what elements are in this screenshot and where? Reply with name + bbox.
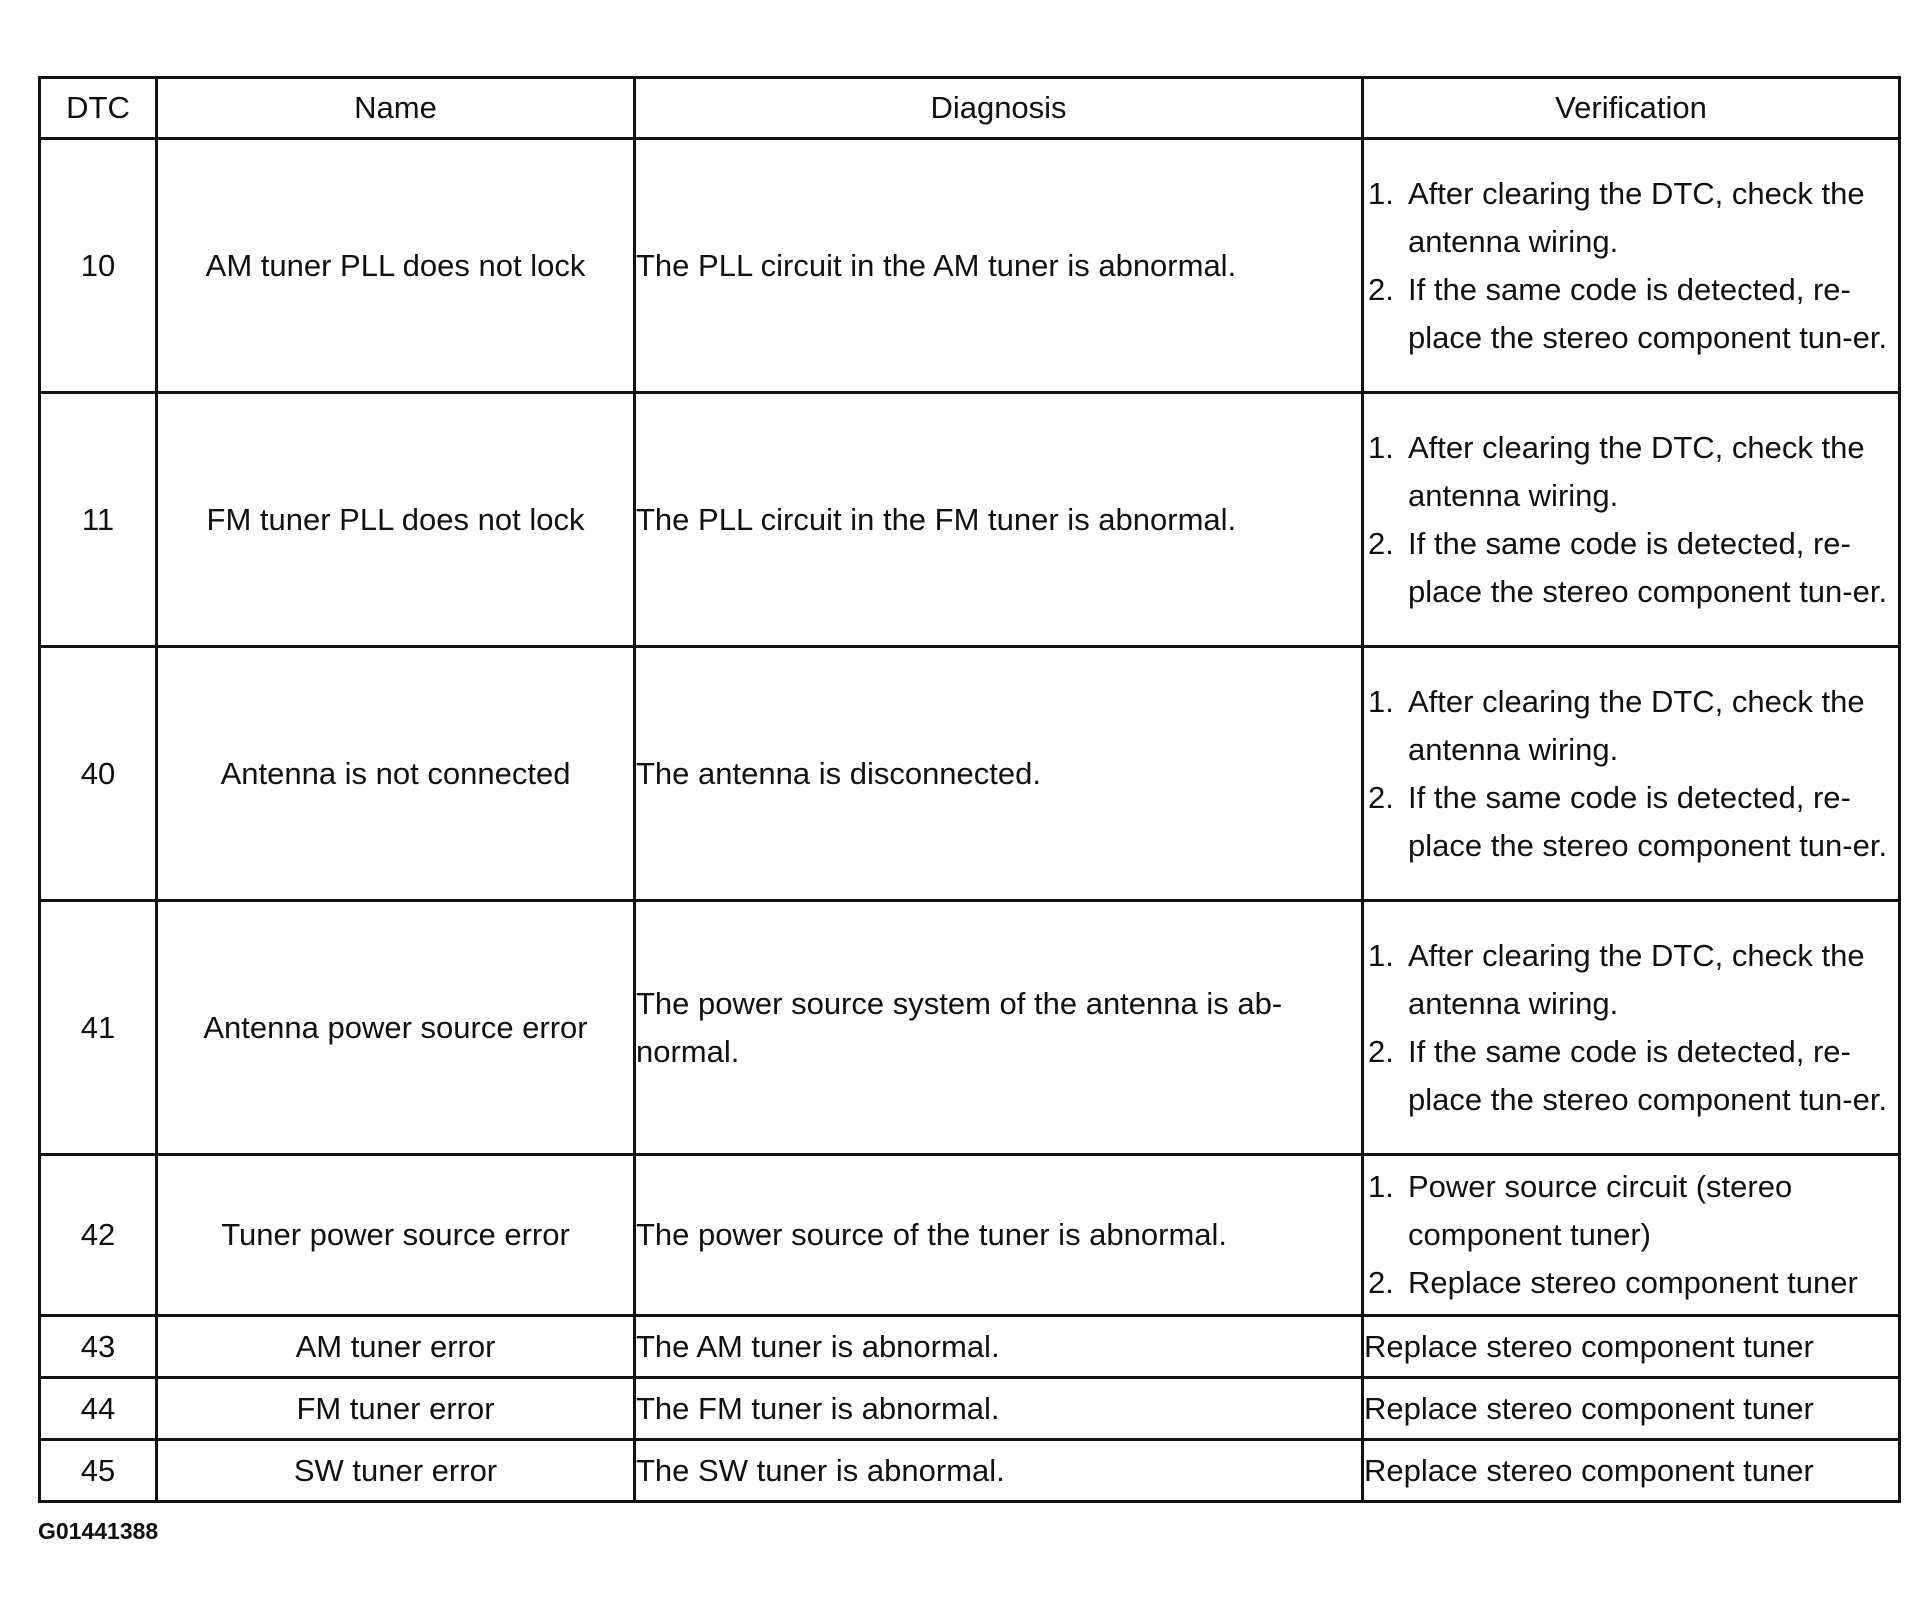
dtc-code: 45 <box>40 1440 157 1502</box>
dtc-name: AM tuner PLL does not lock <box>157 139 635 393</box>
step-text: Power source circuit (stereo component tuner) <box>1408 1169 1793 1252</box>
dtc-diagnosis: The FM tuner is abnormal. <box>635 1378 1363 1440</box>
step-text: After clearing the DTC, check the antenna wiring. <box>1408 175 1865 259</box>
step-text: If the same code is detected, re-place the stereo component tun-er. <box>1408 779 1888 863</box>
verification-step <box>1364 932 1898 1028</box>
step-number: 1. <box>1368 937 1394 973</box>
dtc-verification <box>1363 393 1900 647</box>
verification-step <box>1364 1028 1898 1124</box>
dtc-name: AM tuner error <box>157 1316 635 1378</box>
step-text: If the same code is detected, re-place the stereo component tun-er. <box>1408 1033 1888 1117</box>
step-number: 1. <box>1368 429 1394 465</box>
table-row <box>40 139 1900 393</box>
verification-step <box>1364 1259 1898 1307</box>
dtc-table <box>38 76 1901 1503</box>
header-dtc: DTC <box>40 78 157 139</box>
dtc-diagnosis: The AM tuner is abnormal. <box>635 1316 1363 1378</box>
verification-step <box>1364 170 1898 266</box>
dtc-code: 11 <box>40 393 157 647</box>
dtc-name: SW tuner error <box>157 1440 635 1502</box>
dtc-verification <box>1363 901 1900 1155</box>
step-text: After clearing the DTC, check the antenna wiring. <box>1408 683 1865 767</box>
verification-step <box>1364 266 1898 362</box>
step-number: 1. <box>1368 683 1394 719</box>
dtc-verification: Replace stereo component tuner <box>1363 1316 1900 1378</box>
dtc-diagnosis: The power source of the tuner is abnormal. <box>635 1155 1363 1316</box>
dtc-verification <box>1363 139 1900 393</box>
table-row <box>40 1378 1900 1440</box>
verification-step <box>1364 1163 1898 1259</box>
table-row <box>40 393 1900 647</box>
dtc-verification <box>1363 647 1900 901</box>
header-name: Name <box>157 78 635 139</box>
dtc-name: Tuner power source error <box>157 1155 635 1316</box>
step-text: After clearing the DTC, check the antenna wiring. <box>1408 937 1865 1021</box>
step-number: 2. <box>1368 525 1394 561</box>
header-diagnosis: Diagnosis <box>635 78 1363 139</box>
step-number: 2. <box>1368 271 1394 307</box>
step-number: 2. <box>1368 1265 1394 1300</box>
verification-step <box>1364 520 1898 616</box>
header-verification: Verification <box>1363 78 1900 139</box>
dtc-code: 10 <box>40 139 157 393</box>
step-text: Replace stereo component tuner <box>1408 1265 1858 1300</box>
dtc-name: Antenna power source error <box>157 901 635 1155</box>
verification-list <box>1364 424 1898 616</box>
table-row <box>40 1155 1900 1316</box>
verification-step <box>1364 424 1898 520</box>
dtc-diagnosis: The PLL circuit in the FM tuner is abnormal. <box>635 393 1363 647</box>
dtc-diagnosis: The antenna is disconnected. <box>635 647 1363 901</box>
table-row <box>40 901 1900 1155</box>
table-row <box>40 1316 1900 1378</box>
dtc-code: 43 <box>40 1316 157 1378</box>
verification-list <box>1364 932 1898 1124</box>
dtc-verification: Replace stereo component tuner <box>1363 1378 1900 1440</box>
dtc-name: FM tuner PLL does not lock <box>157 393 635 647</box>
verification-list <box>1364 1163 1898 1307</box>
dtc-name: Antenna is not connected <box>157 647 635 901</box>
dtc-verification <box>1363 1155 1900 1316</box>
table-header-row <box>40 78 1900 139</box>
table-row <box>40 647 1900 901</box>
dtc-code: 40 <box>40 647 157 901</box>
verification-list <box>1364 678 1898 870</box>
step-text: If the same code is detected, re-place the stereo component tun-er. <box>1408 271 1888 355</box>
dtc-diagnosis: The PLL circuit in the AM tuner is abnormal. <box>635 139 1363 393</box>
step-text: After clearing the DTC, check the antenna wiring. <box>1408 429 1865 513</box>
step-number: 2. <box>1368 1033 1394 1069</box>
dtc-code: 41 <box>40 901 157 1155</box>
table-row <box>40 1440 1900 1502</box>
verification-list <box>1364 170 1898 362</box>
verification-step <box>1364 774 1898 870</box>
dtc-verification: Replace stereo component tuner <box>1363 1440 1900 1502</box>
dtc-name: FM tuner error <box>157 1378 635 1440</box>
step-text: If the same code is detected, re-place the stereo component tun-er. <box>1408 525 1888 609</box>
step-number: 2. <box>1368 779 1394 815</box>
dtc-code: 42 <box>40 1155 157 1316</box>
step-number: 1. <box>1368 175 1394 211</box>
dtc-code: 44 <box>40 1378 157 1440</box>
figure-code: G01441388 <box>38 1518 159 1544</box>
dtc-diagnosis: The SW tuner is abnormal. <box>635 1440 1363 1502</box>
dtc-diagnosis: The power source system of the antenna is ab-normal. <box>635 901 1363 1155</box>
verification-step <box>1364 678 1898 774</box>
step-number: 1. <box>1368 1169 1394 1204</box>
